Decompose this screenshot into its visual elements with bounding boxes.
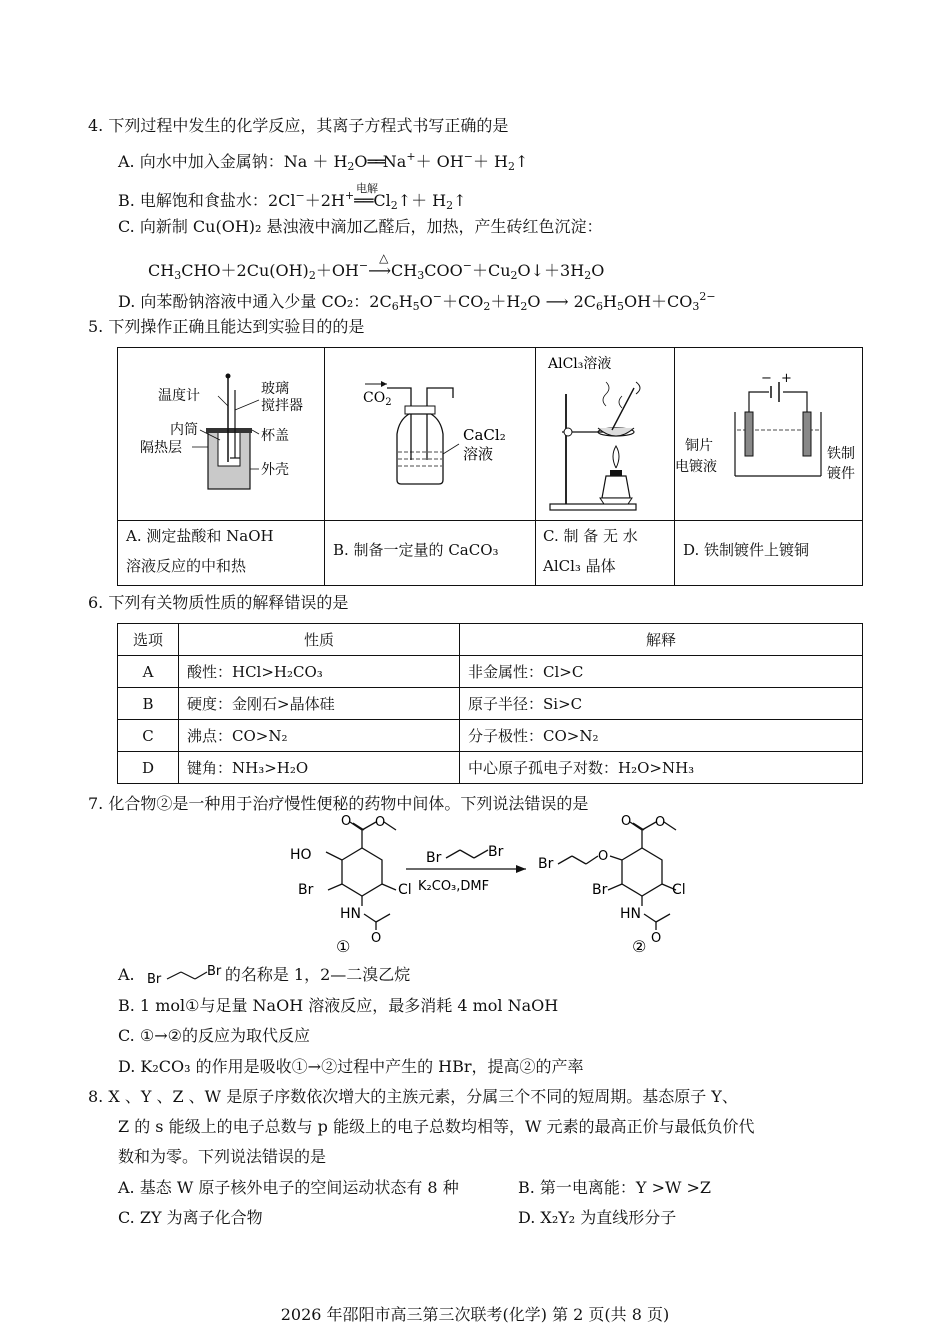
q5-apparatus-table	[117, 347, 863, 586]
q5-caption-b: B. 制备一定量的 CaCO₃	[333, 541, 499, 559]
stirrer-label-2: 搅拌器	[261, 398, 303, 414]
reagent-label: K₂CO₃,DMF	[418, 879, 490, 894]
atom-label: Cl	[398, 882, 412, 898]
table-cell: 酸性：HCl>H₂CO₃	[179, 656, 460, 688]
q5-caption-c-2: AlCl₃ 晶体	[543, 557, 616, 575]
negative-terminal: −	[761, 371, 772, 386]
q5-stem: 5. 下列操作正确且能达到实验目的的是	[88, 317, 365, 336]
atom-label: Br	[592, 882, 608, 898]
table-cell: 原子半径：Si>C	[460, 688, 863, 720]
compound-2-label: ②	[632, 937, 647, 956]
q5-caption-c-1: C. 制 备 无 水	[543, 527, 638, 545]
q8-option-a: A. 基态 W 原子核外电子的空间运动状态有 8 种	[118, 1178, 459, 1197]
q7-option-b: B. 1 mol①与足量 NaOH 溶液反应，最多消耗 4 mol NaOH	[118, 996, 559, 1015]
q4-option-d: D. 向苯酚钠溶液中通入少量 CO₂：$2C_6H_5O^-+CO_2+H_2O$ ⟶ $2C_6H_5OH+CO_3^{2-}$	[118, 290, 716, 313]
q8-stem-line-3: 数和为零。下列说法错误的是	[118, 1147, 327, 1166]
q6-stem: 6. 下列有关物质性质的解释错误的是	[88, 593, 349, 612]
q4-option-a: A. 向水中加入金属钠：$Na + H_2O══Na^++ OH^-+$ $H_2↑$	[118, 150, 529, 173]
atom-label: Cl	[672, 882, 686, 898]
svg-text:Br: Br	[206, 964, 222, 979]
evaporation-figure	[536, 348, 674, 520]
electroplating-figure	[675, 348, 863, 520]
q4-option-c-equation: $CH_3CHO+2Cu(OH)_2+OH^-$ △ $⟶CH_3COO^-+Cu_2O↓+3H_2O$	[148, 251, 605, 282]
q8-stem-line-2: Z 的 s 能级上的电子总数与 p 能级上的电子总数均相等，W 元素的最高正价与最低负价代	[118, 1117, 755, 1136]
table-row	[118, 656, 863, 688]
table-header-row	[118, 624, 863, 656]
atom-label: HN	[620, 906, 641, 922]
atom-label: O	[651, 931, 662, 946]
table-row	[118, 752, 863, 784]
bath-label: 电镀液	[675, 459, 717, 475]
table-cell: A	[118, 656, 179, 688]
q7-option-a: A. Br Br 的名称是 1，2—二溴乙烷	[118, 964, 411, 986]
lid-label: 杯盖	[261, 428, 289, 444]
q4-option-b: B. 电解饱和食盐水：2Cl−＋2H+ 电解 $══Cl_2↑+$ $H_2↑$	[118, 182, 467, 212]
thermometer-label: 温度计	[158, 388, 200, 404]
table-row	[118, 688, 863, 720]
table-cell: 沸点：CO>N₂	[179, 720, 460, 752]
table-row	[118, 720, 863, 752]
atom-label: O	[655, 815, 666, 830]
co2-label: $CO_2$	[363, 390, 392, 408]
gas-bottle-figure	[325, 348, 535, 520]
q8-stem-line-1: 8. X 、Y 、Z 、W 是原子序数依次增大的主族元素，分属三个不同的短周期。基态原子 Y、	[88, 1087, 738, 1106]
table-cell: B	[118, 688, 179, 720]
reaction-scheme	[280, 812, 700, 962]
table-cell: 硬度：金刚石>晶体硅	[179, 688, 460, 720]
stirrer-label-1: 玻璃	[261, 381, 289, 397]
table-cell: 中心原子孤电子对数：H₂O>NH₃	[460, 752, 863, 784]
table-cell: 键角：NH₃>H₂O	[179, 752, 460, 784]
atom-label: O	[598, 849, 609, 864]
atom-label: HO	[290, 847, 312, 863]
svg-text:Br: Br	[146, 972, 162, 986]
atom-label: Br	[488, 844, 504, 860]
q4-option-c: C. 向新制 Cu(OH)₂ 悬浊液中滴加乙醛后，加热，产生砖红色沉淀：	[118, 217, 603, 236]
q8-option-b: B. 第一电离能：Y >W >Z	[518, 1178, 712, 1197]
insulation-label: 隔热层	[140, 440, 182, 456]
atom-label: O	[375, 815, 386, 830]
atom-label: Br	[426, 850, 442, 866]
compound-1-label: ①	[336, 937, 351, 956]
table-cell: 分子极性：CO>N₂	[460, 720, 863, 752]
atom-label: Br	[538, 856, 554, 872]
table-cell: 非金属性：Cl>C	[460, 656, 863, 688]
iron-label-1: 铁制	[827, 446, 855, 462]
shell-label: 外壳	[261, 462, 289, 478]
atom-label: O	[621, 814, 632, 829]
atom-label: O	[341, 814, 352, 829]
q7-stem: 7. 化合物②是一种用于治疗慢性便秘的药物中间体。下列说法错误的是	[88, 794, 589, 813]
calorimeter-figure	[118, 348, 324, 520]
atom-label: O	[371, 931, 382, 946]
dibromoethane-structure	[145, 964, 225, 986]
q7-option-c: C. ①→②的反应为取代反应	[118, 1026, 310, 1045]
q5-caption-d: D. 铁制镀件上镀铜	[683, 541, 810, 559]
cacl2-label: CaCl₂	[463, 426, 506, 444]
q8-option-d: D. X₂Y₂ 为直线形分子	[518, 1208, 677, 1227]
table-header: 性质	[179, 624, 460, 656]
table-header: 解释	[460, 624, 863, 656]
inner-cup-label: 内筒	[170, 422, 198, 438]
q5-caption-a-1: A. 测定盐酸和 NaOH	[126, 527, 274, 545]
q4-stem: 4. 下列过程中发生的化学反应，其离子方程式书写正确的是	[88, 116, 509, 135]
alcl3-solution-label: AlCl₃溶液	[548, 356, 612, 372]
q8-option-c: C. ZY 为离子化合物	[118, 1208, 263, 1227]
page-footer: 2026 年邵阳市高三第三次联考(化学) 第 2 页(共 8 页)	[280, 1305, 670, 1324]
table-cell: D	[118, 752, 179, 784]
table-cell: C	[118, 720, 179, 752]
table-header: 选项	[118, 624, 179, 656]
q6-table	[117, 623, 863, 784]
copper-label: 铜片	[685, 438, 713, 454]
q5-caption-a-2: 溶液反应的中和热	[126, 557, 247, 575]
positive-terminal: +	[781, 371, 792, 386]
iron-label-2: 镀件	[827, 466, 855, 482]
q7-option-d: D. K₂CO₃ 的作用是吸收①→②过程中产生的 HBr，提高②的产率	[118, 1057, 584, 1076]
atom-label: HN	[340, 906, 361, 922]
atom-label: Br	[298, 882, 314, 898]
solution-label: 溶液	[463, 445, 494, 463]
